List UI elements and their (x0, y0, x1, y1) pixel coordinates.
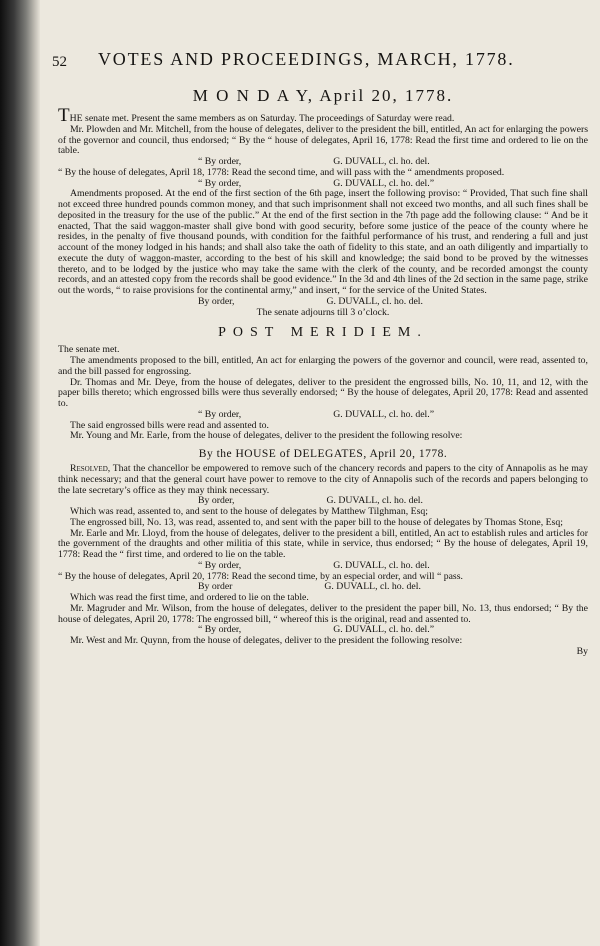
clerk-signature: G. DUVALL, cl. ho. del. (326, 495, 423, 507)
clerk-signature: G. DUVALL, cl. ho. del. (333, 559, 430, 571)
by-order-label: By order, (198, 495, 235, 507)
paragraph-amendments: Amendments proposed. At the end of the first section of the 6th page, insert the following proviso: “ Provided, That such fine shall not exceed three hundred pounds common money, and that such imprisonment shall not exceed two months, and all such fines shall be deposited in the treasury for the use of the public.” At the end of the first section in the 7th page add the following clause: “ And be it enacted, That the said waggon-master shall give bond with good security, before some justice of the peace of the county where he resides, in the penalty of five thousand pounds, with condition for the faithful performance of his trust, and rendering a full and just account of the money lodged in his hands; and shall also take the oath of fidelity to this state, and an oath diligently and impartially to execute the duty of waggon-master, according to the best of his skill and knowledge; the said bond to be proved by the witnesses thereto, and to be lodged by the justice who may take the same with the clerk of the county, and be recorded amongst the county records, and an attested copy from the records shall be good evidence.” In the 3d and 4th lines of the 2d section in the same page, strike out the words, “ to raise provisions for the continental army,” and insert, “ for the service of the United States. (58, 188, 588, 296)
by-order-label: “ By order, (198, 624, 242, 636)
by-order-line (58, 410, 588, 421)
paragraph-militia-bill: Mr. Earle and Mr. Lloyd, from the house of delegates, deliver to the president a bill, entitled, An act to establish rules and articles for the government of the draughts and other militia of this state, while in service, thus endorsed; “ By the house of delegates, April 19, 1778: Read the “ first time, and ordered to lie on the table. (58, 527, 588, 560)
opening-paragraph (58, 105, 588, 126)
paragraph-engrossed-bills: Dr. Thomas and Mr. Deye, from the house of delegates, deliver to the president the engrossed bills, No. 10, 11, and 12, with the paper bills thereto; which engrossed bills were thus severally endorsed; “ By the house of delegates, April 20, 1778: Read and assented to. (58, 376, 588, 409)
clerk-signature: G. DUVALL, cl. ho. del.” (333, 624, 435, 636)
by-order-line (58, 561, 588, 572)
by-order-label: By order, (198, 295, 235, 307)
clerk-signature: G. DUVALL, cl. ho. del. (333, 156, 430, 167)
house-of-delegates-heading: By the HOUSE of DELEGATES, April 20, 1778. (198, 448, 448, 460)
paragraph-west-quynn: Mr. West and Mr. Quynn, from the house of delegates, deliver to the president the following resolve: (70, 635, 463, 646)
by-order-line (58, 297, 588, 308)
by-order-label: “ By order, (198, 559, 242, 571)
clerk-signature: G. DUVALL, cl. ho. del. (324, 581, 421, 593)
paragraph-amendments-read: The amendments proposed to the bill, entitled, An act for enlarging the powers of the governor and council, were read, assented to, and the bill passed for engrossing. (58, 355, 588, 377)
drop-cap: T (58, 105, 70, 126)
by-order-label: “ By order, (198, 177, 242, 189)
paragraph-first-reading: Which was read the first time, and ordered to lie on the table. (70, 592, 309, 603)
adjournment-line: The senate adjourns till 3 o’clock. (256, 306, 390, 318)
running-header (50, 44, 592, 74)
day-heading: M O N D A Y, April 20, 1778. (192, 86, 454, 105)
by-order-label: “ By order, (198, 156, 242, 167)
resolved-text: That the chancellor be empowered to remove such of the chancery records and papers to the city of Annapolis as he may think necessary; and that the general court have power to remove to the city of Annapolis such of the records and papers belonging to the late secretary’s office as they may think necessary. (58, 463, 589, 496)
post-meridiem-heading: POST MERIDIEM. (218, 325, 428, 341)
paragraph-resolved (58, 464, 588, 496)
paragraph-senate-met: The senate met. (58, 344, 120, 356)
paragraph-bill-13: The engrossed bill, No. 13, was read, assented to, and sent with the paper bill to the house of delegates by Thomas Stone, Esq; (70, 516, 563, 528)
clerk-signature: G. DUVALL, cl. ho. del. (326, 295, 423, 307)
page-body (58, 82, 588, 658)
book-gutter (0, 0, 40, 946)
paragraph-militia-second: “ By the house of delegates, April 20, 1778: Read the second time, by an especial order, and will “ pass. (58, 570, 463, 582)
by-order-label: “ By order, (198, 408, 242, 420)
clerk-signature: G. DUVALL, cl. ho. del.” (333, 177, 435, 189)
running-title: VOTES AND PROCEEDINGS, MARCH, 1778. (98, 49, 515, 69)
page-number: 52 (52, 54, 67, 70)
paragraph-resolve-delivery: Mr. Young and Mr. Earle, from the house of delegates, deliver to the president the following resolve: (70, 430, 463, 442)
opening-text: HE senate met. Present the same members as on Saturday. The proceedings of Saturday were read. (69, 113, 455, 124)
paragraph-bill-delivery: Mr. Plowden and Mr. Mitchell, from the house of delegates, deliver to the president the bill, entitled, An act for enlarging the powers of the governor and council, thus endorsed; “ By the “ house of delegates, April 16, 1778: Read the first time and ordered to lie on the table. (58, 123, 588, 157)
paragraph-sent-tilghman: Which was read, assented to, and sent to the house of delegates by Matthew Tilghman, Esq; (70, 506, 428, 517)
paragraph-second-reading: “ By the house of delegates, April 18, 1778: Read the second time, and will pass with the “ amendments proposed. (58, 166, 505, 178)
resolved-word: Resolved, (70, 463, 111, 474)
clerk-signature: G. DUVALL, cl. ho. del.” (333, 408, 435, 420)
catchword: By (576, 645, 588, 657)
paragraph-paper-bill: Mr. Magruder and Mr. Wilson, from the house of delegates, deliver to the president the paper bill, No. 13, thus endorsed; “ By the house of delegates, April 20, 1778: The engrossed bill, “ whereof this is the original, read and assented to. (58, 602, 588, 625)
paragraph-bills-assented: The said engrossed bills were read and assented to. (70, 419, 269, 431)
by-order-label: By order (198, 581, 233, 593)
book-page (40, 0, 600, 946)
